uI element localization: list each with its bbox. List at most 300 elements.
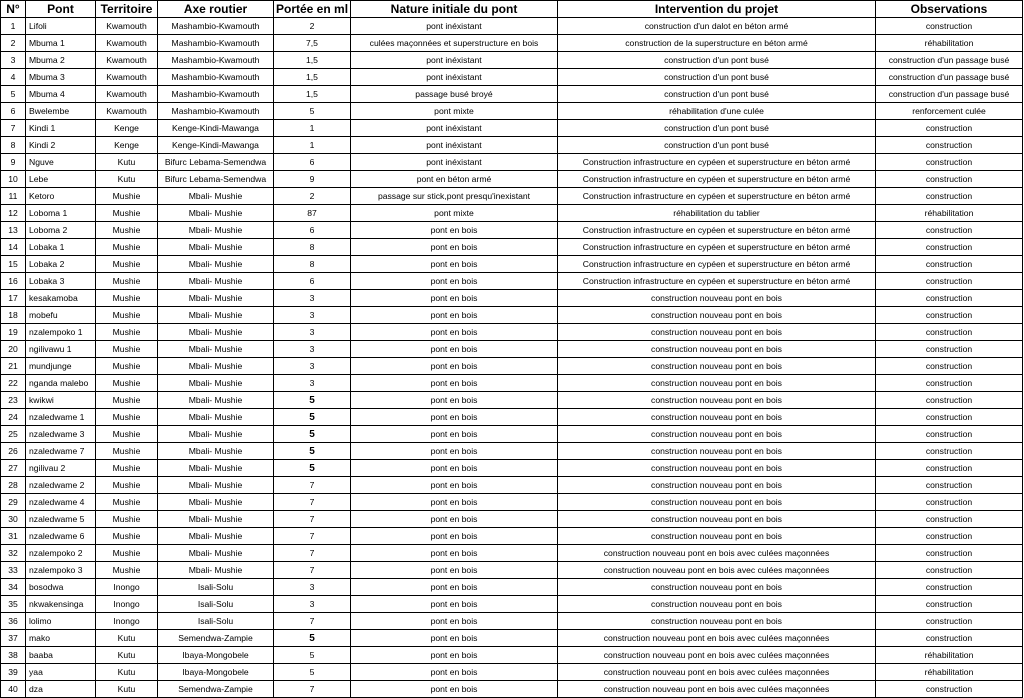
cell-axe-routier: Mbali- Mushie (158, 290, 274, 307)
cell-axe-routier: Mbali- Mushie (158, 324, 274, 341)
cell-number: 22 (1, 375, 26, 392)
cell-axe-routier: Isali-Solu (158, 579, 274, 596)
table-row (1, 630, 1023, 647)
cell-pont: nzaledwame 5 (26, 511, 96, 528)
cell-pont: kesakamoba (26, 290, 96, 307)
table-row (1, 375, 1023, 392)
cell-intervention: construction nouveau pont en bois (558, 494, 876, 511)
cell-portee: 3 (274, 341, 351, 358)
cell-pont: Loboma 1 (26, 205, 96, 222)
cell-nature: pont en béton armé (351, 171, 558, 188)
header-cell-intervention: Intervention du projet (558, 1, 876, 18)
cell-intervention: construction nouveau pont en bois avec culées maçonnées (558, 664, 876, 681)
cell-number: 30 (1, 511, 26, 528)
cell-territoire: Mushie (96, 545, 158, 562)
cell-nature: pont en bois (351, 596, 558, 613)
cell-nature: pont en bois (351, 256, 558, 273)
table-row (1, 545, 1023, 562)
cell-observations: construction (876, 324, 1023, 341)
cell-pont: nganda malebo (26, 375, 96, 392)
cell-portee: 7 (274, 613, 351, 630)
cell-territoire: Kwamouth (96, 35, 158, 52)
cell-intervention: construction nouveau pont en bois avec culées maçonnées (558, 681, 876, 698)
cell-observations: construction (876, 18, 1023, 35)
table-row (1, 290, 1023, 307)
cell-axe-routier: Mbali- Mushie (158, 341, 274, 358)
header-cell-pont: Pont (26, 1, 96, 18)
cell-intervention: Construction infrastructure en cypéen et superstructure en béton armé (558, 256, 876, 273)
cell-nature: pont inéxistant (351, 120, 558, 137)
cell-pont: nzaledwame 3 (26, 426, 96, 443)
cell-pont: Lobaka 3 (26, 273, 96, 290)
cell-pont: nzalempoko 2 (26, 545, 96, 562)
table-row (1, 443, 1023, 460)
cell-intervention: construction d'un pont busé (558, 86, 876, 103)
cell-observations: construction (876, 596, 1023, 613)
cell-pont: Kindi 2 (26, 137, 96, 154)
cell-pont: bosodwa (26, 579, 96, 596)
cell-portee: 7 (274, 477, 351, 494)
cell-nature: pont mixte (351, 103, 558, 120)
cell-nature: pont en bois (351, 290, 558, 307)
cell-territoire: Mushie (96, 511, 158, 528)
cell-axe-routier: Mashambio-Kwamouth (158, 103, 274, 120)
cell-nature: pont inéxistant (351, 52, 558, 69)
table-row (1, 409, 1023, 426)
cell-territoire: Kutu (96, 647, 158, 664)
cell-number: 38 (1, 647, 26, 664)
cell-intervention: construction nouveau pont en bois (558, 579, 876, 596)
cell-portee: 3 (274, 596, 351, 613)
cell-observations: construction (876, 545, 1023, 562)
cell-territoire: Mushie (96, 443, 158, 460)
cell-territoire: Mushie (96, 477, 158, 494)
cell-territoire: Mushie (96, 528, 158, 545)
cell-number: 36 (1, 613, 26, 630)
cell-intervention: construction d'un dalot en béton armé (558, 18, 876, 35)
cell-portee: 5 (274, 443, 351, 460)
cell-axe-routier: Mbali- Mushie (158, 426, 274, 443)
cell-number: 19 (1, 324, 26, 341)
cell-pont: Mbuma 4 (26, 86, 96, 103)
cell-portee: 9 (274, 171, 351, 188)
header-cell-territoire: Territoire (96, 1, 158, 18)
table-row (1, 18, 1023, 35)
cell-observations: réhabilitation (876, 664, 1023, 681)
cell-pont: Loboma 2 (26, 222, 96, 239)
cell-pont: yaa (26, 664, 96, 681)
cell-territoire: Mushie (96, 256, 158, 273)
cell-number: 20 (1, 341, 26, 358)
cell-portee: 3 (274, 324, 351, 341)
cell-territoire: Mushie (96, 341, 158, 358)
cell-portee: 7 (274, 528, 351, 545)
cell-axe-routier: Mbali- Mushie (158, 443, 274, 460)
cell-number: 10 (1, 171, 26, 188)
cell-pont: nzaledwame 6 (26, 528, 96, 545)
cell-observations: construction (876, 171, 1023, 188)
cell-nature: culées maçonnées et superstructure en bois (351, 35, 558, 52)
cell-territoire: Mushie (96, 239, 158, 256)
cell-pont: nzaledwame 4 (26, 494, 96, 511)
cell-territoire: Kwamouth (96, 69, 158, 86)
cell-intervention: construction nouveau pont en bois (558, 613, 876, 630)
cell-axe-routier: Mbali- Mushie (158, 205, 274, 222)
table-row (1, 120, 1023, 137)
table-row (1, 52, 1023, 69)
cell-nature: pont en bois (351, 392, 558, 409)
table-row (1, 35, 1023, 52)
cell-territoire: Mushie (96, 222, 158, 239)
cell-portee: 1,5 (274, 86, 351, 103)
cell-portee: 5 (274, 630, 351, 647)
cell-axe-routier: Bifurc Lebama-Semendwa (158, 171, 274, 188)
cell-pont: ngilivawu 1 (26, 341, 96, 358)
cell-observations: construction (876, 562, 1023, 579)
cell-observations: construction (876, 273, 1023, 290)
table-row (1, 86, 1023, 103)
cell-intervention: construction nouveau pont en bois (558, 460, 876, 477)
cell-pont: lolimo (26, 613, 96, 630)
cell-nature: pont en bois (351, 375, 558, 392)
table-row (1, 239, 1023, 256)
cell-observations: construction (876, 460, 1023, 477)
cell-nature: pont en bois (351, 545, 558, 562)
cell-intervention: construction nouveau pont en bois (558, 392, 876, 409)
cell-territoire: Mushie (96, 392, 158, 409)
cell-nature: pont inéxistant (351, 18, 558, 35)
cell-observations: construction (876, 358, 1023, 375)
cell-number: 17 (1, 290, 26, 307)
cell-number: 27 (1, 460, 26, 477)
header-cell-axe-routier: Axe routier (158, 1, 274, 18)
cell-intervention: réhabilitation du tablier (558, 205, 876, 222)
cell-pont: mobefu (26, 307, 96, 324)
table-row (1, 579, 1023, 596)
cell-nature: pont en bois (351, 273, 558, 290)
cell-pont: mundjunge (26, 358, 96, 375)
cell-observations: construction (876, 375, 1023, 392)
cell-axe-routier: Mashambio-Kwamouth (158, 52, 274, 69)
cell-nature: pont inéxistant (351, 154, 558, 171)
cell-pont: Mbuma 1 (26, 35, 96, 52)
cell-axe-routier: Mbali- Mushie (158, 409, 274, 426)
cell-territoire: Mushie (96, 273, 158, 290)
cell-observations: réhabilitation (876, 647, 1023, 664)
cell-territoire: Kwamouth (96, 86, 158, 103)
cell-territoire: Kenge (96, 120, 158, 137)
cell-pont: Kindi 1 (26, 120, 96, 137)
cell-portee: 1,5 (274, 69, 351, 86)
cell-observations: renforcement culée (876, 103, 1023, 120)
cell-pont: nzaledwame 2 (26, 477, 96, 494)
cell-nature: pont en bois (351, 443, 558, 460)
cell-observations: construction d'un passage busé (876, 52, 1023, 69)
cell-portee: 2 (274, 18, 351, 35)
cell-axe-routier: Mashambio-Kwamouth (158, 86, 274, 103)
cell-number: 15 (1, 256, 26, 273)
cell-number: 8 (1, 137, 26, 154)
cell-number: 7 (1, 120, 26, 137)
cell-territoire: Mushie (96, 188, 158, 205)
table-row (1, 324, 1023, 341)
cell-intervention: construction nouveau pont en bois (558, 409, 876, 426)
cell-nature: pont en bois (351, 613, 558, 630)
cell-axe-routier: Bifurc Lebama-Semendwa (158, 154, 274, 171)
cell-nature: pont en bois (351, 341, 558, 358)
cell-number: 37 (1, 630, 26, 647)
cell-territoire: Mushie (96, 324, 158, 341)
cell-axe-routier: Mbali- Mushie (158, 562, 274, 579)
table-row (1, 664, 1023, 681)
table-row (1, 494, 1023, 511)
cell-portee: 7 (274, 562, 351, 579)
table-row (1, 256, 1023, 273)
cell-axe-routier: Mbali- Mushie (158, 307, 274, 324)
cell-intervention: construction nouveau pont en bois avec culées maçonnées (558, 630, 876, 647)
cell-observations: construction (876, 443, 1023, 460)
cell-number: 23 (1, 392, 26, 409)
cell-portee: 6 (274, 154, 351, 171)
cell-axe-routier: Mbali- Mushie (158, 460, 274, 477)
cell-observations: construction (876, 477, 1023, 494)
cell-territoire: Kutu (96, 681, 158, 698)
cell-pont: kwikwi (26, 392, 96, 409)
cell-portee: 7 (274, 681, 351, 698)
cell-territoire: Kwamouth (96, 18, 158, 35)
cell-axe-routier: Isali-Solu (158, 596, 274, 613)
cell-number: 21 (1, 358, 26, 375)
cell-nature: pont en bois (351, 528, 558, 545)
cell-pont: Mbuma 3 (26, 69, 96, 86)
cell-number: 39 (1, 664, 26, 681)
cell-intervention: construction d'un pont busé (558, 137, 876, 154)
cell-axe-routier: Kenge-Kindi-Mawanga (158, 120, 274, 137)
table-row (1, 103, 1023, 120)
cell-intervention: Construction infrastructure en cypéen et superstructure en béton armé (558, 239, 876, 256)
cell-intervention: construction nouveau pont en bois avec culées maçonnées (558, 562, 876, 579)
cell-portee: 7 (274, 545, 351, 562)
cell-intervention: construction d'un pont busé (558, 69, 876, 86)
cell-number: 4 (1, 69, 26, 86)
cell-number: 25 (1, 426, 26, 443)
cell-axe-routier: Mashambio-Kwamouth (158, 35, 274, 52)
cell-observations: construction (876, 188, 1023, 205)
cell-intervention: réhabilitation d'une culée (558, 103, 876, 120)
table-row (1, 647, 1023, 664)
cell-intervention: construction nouveau pont en bois (558, 324, 876, 341)
cell-observations: construction (876, 341, 1023, 358)
cell-pont: Nguve (26, 154, 96, 171)
cell-territoire: Mushie (96, 290, 158, 307)
cell-nature: pont en bois (351, 494, 558, 511)
cell-nature: pont en bois (351, 630, 558, 647)
cell-portee: 5 (274, 426, 351, 443)
cell-number: 34 (1, 579, 26, 596)
cell-number: 6 (1, 103, 26, 120)
cell-territoire: Kutu (96, 630, 158, 647)
table-row (1, 137, 1023, 154)
cell-intervention: construction nouveau pont en bois (558, 290, 876, 307)
cell-nature: pont en bois (351, 664, 558, 681)
cell-nature: pont en bois (351, 579, 558, 596)
cell-pont: ngilivau 2 (26, 460, 96, 477)
cell-intervention: Construction infrastructure en cypéen et superstructure en béton armé (558, 273, 876, 290)
cell-observations: construction (876, 426, 1023, 443)
header-cell-nature-initiale: Nature initiale du pont (351, 1, 558, 18)
cell-observations: construction (876, 137, 1023, 154)
cell-number: 35 (1, 596, 26, 613)
table-row (1, 613, 1023, 630)
cell-axe-routier: Ibaya-Mongobele (158, 647, 274, 664)
cell-territoire: Mushie (96, 426, 158, 443)
cell-number: 26 (1, 443, 26, 460)
cell-territoire: Mushie (96, 494, 158, 511)
cell-observations: réhabilitation (876, 205, 1023, 222)
cell-axe-routier: Mbali- Mushie (158, 188, 274, 205)
cell-portee: 1,5 (274, 52, 351, 69)
table-row (1, 69, 1023, 86)
cell-axe-routier: Kenge-Kindi-Mawanga (158, 137, 274, 154)
cell-intervention: construction nouveau pont en bois avec culées maçonnées (558, 647, 876, 664)
cell-pont: Mbuma 2 (26, 52, 96, 69)
cell-portee: 5 (274, 409, 351, 426)
cell-number: 31 (1, 528, 26, 545)
cell-axe-routier: Mbali- Mushie (158, 511, 274, 528)
cell-portee: 6 (274, 222, 351, 239)
cell-number: 12 (1, 205, 26, 222)
table-row (1, 477, 1023, 494)
header-row (1, 1, 1023, 18)
cell-intervention: construction nouveau pont en bois (558, 358, 876, 375)
table-row (1, 511, 1023, 528)
table-row (1, 154, 1023, 171)
cell-number: 13 (1, 222, 26, 239)
cell-intervention: construction nouveau pont en bois (558, 528, 876, 545)
cell-nature: pont en bois (351, 222, 558, 239)
cell-observations: construction (876, 409, 1023, 426)
cell-intervention: construction nouveau pont en bois (558, 307, 876, 324)
table-row (1, 205, 1023, 222)
cell-observations: construction (876, 120, 1023, 137)
cell-number: 40 (1, 681, 26, 698)
cell-territoire: Mushie (96, 375, 158, 392)
cell-number: 28 (1, 477, 26, 494)
table-row (1, 426, 1023, 443)
cell-territoire: Inongo (96, 596, 158, 613)
cell-number: 24 (1, 409, 26, 426)
cell-territoire: Mushie (96, 307, 158, 324)
cell-axe-routier: Mbali- Mushie (158, 528, 274, 545)
cell-territoire: Kwamouth (96, 103, 158, 120)
cell-portee: 3 (274, 290, 351, 307)
cell-observations: construction (876, 154, 1023, 171)
cell-intervention: construction de la superstructure en béton armé (558, 35, 876, 52)
cell-pont: Bwelembe (26, 103, 96, 120)
cell-number: 5 (1, 86, 26, 103)
cell-intervention: construction nouveau pont en bois (558, 443, 876, 460)
cell-territoire: Kenge (96, 137, 158, 154)
cell-number: 14 (1, 239, 26, 256)
cell-intervention: construction nouveau pont en bois (558, 341, 876, 358)
cell-territoire: Inongo (96, 613, 158, 630)
cell-territoire: Inongo (96, 579, 158, 596)
cell-portee: 5 (274, 103, 351, 120)
cell-number: 18 (1, 307, 26, 324)
header-cell-portee: Portée en ml (274, 1, 351, 18)
cell-pont: Lebe (26, 171, 96, 188)
cell-portee: 1 (274, 137, 351, 154)
cell-pont: nzaledwame 7 (26, 443, 96, 460)
cell-pont: Lobaka 1 (26, 239, 96, 256)
cell-observations: construction (876, 290, 1023, 307)
cell-pont: Lifoli (26, 18, 96, 35)
header-cell-number: N° (1, 1, 26, 18)
cell-axe-routier: Mbali- Mushie (158, 477, 274, 494)
cell-observations: construction (876, 392, 1023, 409)
cell-observations: construction (876, 630, 1023, 647)
cell-axe-routier: Mbali- Mushie (158, 239, 274, 256)
cell-axe-routier: Mbali- Mushie (158, 256, 274, 273)
cell-pont: dza (26, 681, 96, 698)
cell-observations: construction (876, 239, 1023, 256)
cell-observations: construction (876, 511, 1023, 528)
cell-portee: 3 (274, 307, 351, 324)
cell-observations: construction (876, 222, 1023, 239)
cell-observations: construction (876, 256, 1023, 273)
cell-axe-routier: Semendwa-Zampie (158, 630, 274, 647)
table-body (1, 18, 1023, 698)
cell-portee: 7 (274, 511, 351, 528)
cell-territoire: Mushie (96, 409, 158, 426)
cell-intervention: Construction infrastructure en cypéen et superstructure en béton armé (558, 171, 876, 188)
cell-territoire: Mushie (96, 205, 158, 222)
table-row (1, 528, 1023, 545)
table-row (1, 596, 1023, 613)
cell-nature: pont en bois (351, 239, 558, 256)
table-row (1, 188, 1023, 205)
cell-observations: construction d'un passage busé (876, 69, 1023, 86)
cell-territoire: Kwamouth (96, 52, 158, 69)
cell-portee: 5 (274, 460, 351, 477)
cell-intervention: Construction infrastructure en cypéen et superstructure en béton armé (558, 154, 876, 171)
table-row (1, 341, 1023, 358)
cell-territoire: Kutu (96, 664, 158, 681)
cell-axe-routier: Semendwa-Zampie (158, 681, 274, 698)
cell-pont: mako (26, 630, 96, 647)
cell-nature: pont en bois (351, 307, 558, 324)
cell-intervention: construction nouveau pont en bois (558, 426, 876, 443)
cell-number: 29 (1, 494, 26, 511)
cell-nature: passage sur stick,pont presqu'inexistant (351, 188, 558, 205)
cell-portee: 7,5 (274, 35, 351, 52)
cell-axe-routier: Mashambio-Kwamouth (158, 18, 274, 35)
cell-number: 11 (1, 188, 26, 205)
cell-intervention: construction nouveau pont en bois (558, 511, 876, 528)
cell-nature: pont en bois (351, 426, 558, 443)
cell-portee: 87 (274, 205, 351, 222)
cell-axe-routier: Mbali- Mushie (158, 273, 274, 290)
cell-nature: pont en bois (351, 511, 558, 528)
table-row (1, 460, 1023, 477)
cell-pont: nzaledwame 1 (26, 409, 96, 426)
cell-nature: pont inéxistant (351, 69, 558, 86)
cell-axe-routier: Mbali- Mushie (158, 375, 274, 392)
cell-portee: 2 (274, 188, 351, 205)
cell-number: 16 (1, 273, 26, 290)
header-cell-observations: Observations (876, 1, 1023, 18)
table-row (1, 307, 1023, 324)
